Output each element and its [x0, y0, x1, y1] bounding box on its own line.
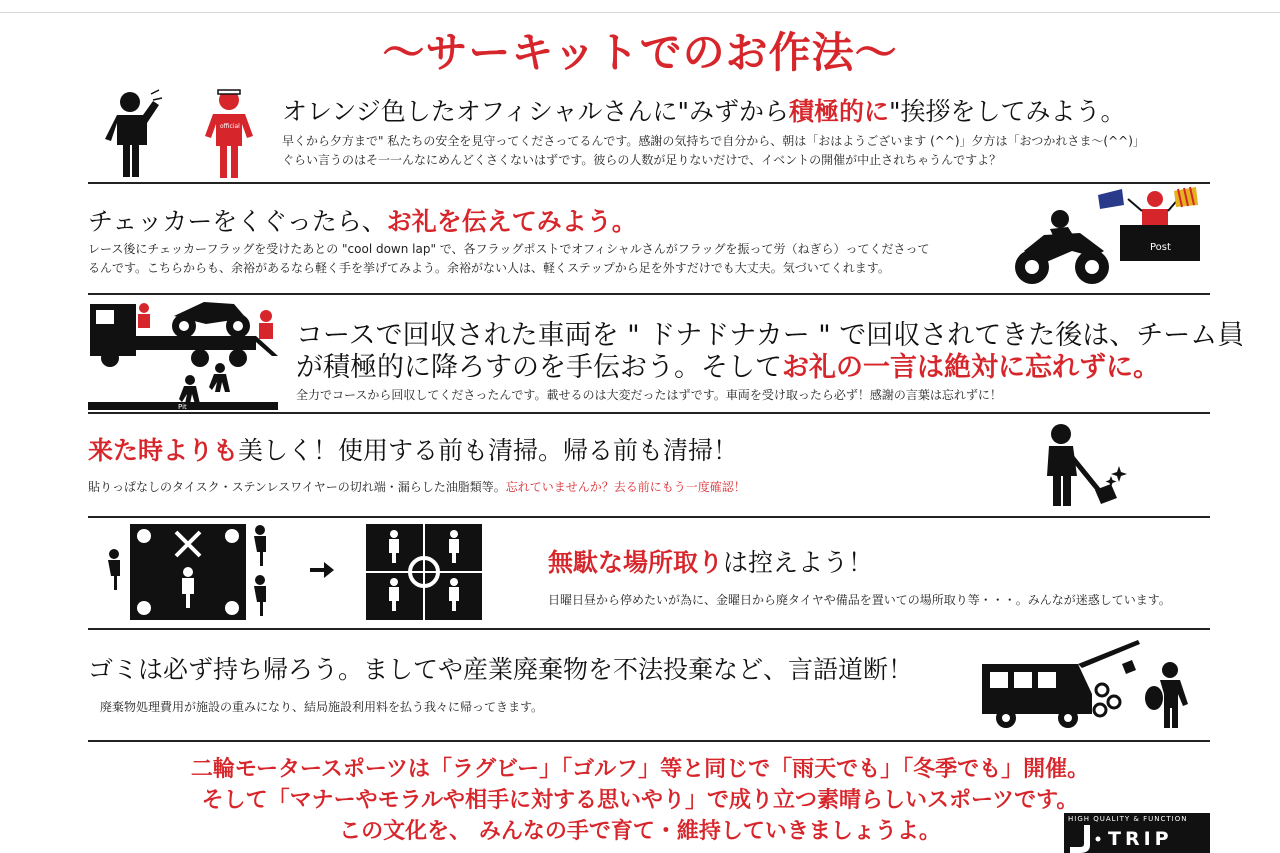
- section-4-body: [88, 478, 746, 495]
- section-1-body-line-1: 早くから夕方まで" 私たちの安全を見守ってくださってるんです。感謝の気持ちで自分から、朝は「おはようございます (^^)」夕方は「おつかれさま〜(^^)」: [282, 134, 1145, 148]
- official-label: official: [220, 123, 240, 130]
- heading-text: は控えよう！: [723, 548, 874, 577]
- sparkle-icon: [1106, 466, 1128, 487]
- blue-flag-icon: [1098, 189, 1124, 209]
- heading-text: チェッカーをくぐったら、: [88, 207, 387, 236]
- page-title: 〜サーキットでのお作法〜: [382, 28, 898, 77]
- section-3-heading-line-2: [296, 345, 1160, 384]
- heading-text: "挨拶をしてみよう。: [889, 97, 1126, 126]
- section-3-body: 全力でコースから回収してくださったんです。載せるのは大変だったはずです。車両を受け取ったら必ず！感謝の言葉は忘れずに！: [296, 388, 1002, 402]
- footer-line-1: 二輪モータースポーツは「ラグビー」「ゴルフ」等と同じで「雨天でも」「冬季でも」開催。: [190, 757, 1090, 782]
- space-hogging-illustration: [100, 520, 500, 624]
- person-with-bag-icon: [1145, 662, 1188, 728]
- motorcycle-rider-icon: [1015, 210, 1109, 284]
- heading-emphasis: 積極的に: [789, 97, 890, 126]
- checker-illustration: [1010, 185, 1210, 293]
- section-1-body-line-2: ぐらい言うのはそ一一んなにめんどくさくないはずです。彼らの人数が足りないだけで、イベントの開催が中止されちゃうんですよ？: [282, 153, 1002, 167]
- section-6-body: 廃棄物処理費用が施設の重みになり、結局施設利用料を払う我々に帰ってきます。: [100, 700, 544, 714]
- section-6-heading: ゴミは必ず持ち帰ろう。ましてや産業廃棄物を不法投棄など、言語道断！: [88, 655, 914, 684]
- illegal-dumping-illustration: [978, 636, 1198, 732]
- official-figure-icon: [205, 90, 253, 178]
- heading-text: が積極的に降ろすのを手伝おう。そして: [296, 352, 782, 383]
- pit-label: Pit: [178, 403, 187, 411]
- divider: [88, 516, 1210, 518]
- bad-parking-area: [130, 524, 246, 620]
- arrow-right-icon: [310, 562, 334, 578]
- heading-emphasis: 来た時よりも: [88, 436, 239, 465]
- heading-emphasis: 無駄な場所取り: [548, 548, 724, 577]
- logo-name: TRIP: [1108, 828, 1173, 850]
- greeting-illustration: [105, 80, 265, 180]
- divider: [88, 740, 1210, 742]
- motorcycle-on-truck-icon: [172, 302, 250, 338]
- post-label: Post: [1150, 242, 1171, 253]
- helmet-icon: [218, 90, 240, 94]
- recovery-truck-illustration: [88, 296, 288, 412]
- footer-line-3: この文化を、 みんなの手で育て・維持していきましょうよ。: [339, 819, 941, 844]
- top-border: [0, 12, 1280, 13]
- section-5-body: 日曜日昼から停めたいが為に、金曜日から廃タイヤや備品を置いての場所取り等・・・。みんなが迷惑しています。: [548, 593, 1171, 607]
- body-text: 貼りっぱなしのタイスク・ステンレスワイヤーの切れ端・漏らした油脂類等。: [88, 480, 506, 494]
- section-3-heading-line-1: コースで回収された車両を " ドナドナカー " で回収されてきた後は、チーム員: [296, 320, 1245, 351]
- divider: [88, 293, 1210, 295]
- logo-tagline: HIGH QUALITY & FUNCTION: [1068, 815, 1188, 823]
- body-emphasis: 忘れていませんか？去る前にもう一度確認！: [505, 480, 746, 494]
- dumped-tires-icon: [1094, 684, 1120, 716]
- brand-logo: [1064, 813, 1210, 853]
- cleaning-person-icon: [1047, 424, 1117, 506]
- section-4-heading: [88, 431, 738, 467]
- section-1-heading: [282, 92, 1126, 128]
- divider: [88, 412, 1210, 414]
- heading-emphasis: お礼を伝えてみよう。: [386, 207, 637, 236]
- good-parking-area: [366, 524, 482, 620]
- heading-text: オレンジ色したオフィシャルさんに"みずから: [282, 97, 790, 126]
- falling-waste-icon: [1122, 660, 1136, 674]
- footer-line-2: そして「マナーやモラルや相手に対する思いやり」で成り立つ素晴らしいスポーツです。: [201, 788, 1079, 813]
- heading-emphasis: お礼の一言は絶対に忘れずに。: [782, 352, 1160, 383]
- heading-text: 美しく！使用する前も清掃。帰る前も清掃！: [238, 436, 739, 465]
- flag-post-icon: [1098, 187, 1200, 261]
- speech-lines-icon: [151, 90, 162, 100]
- cleaning-illustration: [1035, 418, 1135, 510]
- section-5-heading: [548, 543, 873, 579]
- section-2-body-line-2: るんです。こちらからも、余裕があるなら軽く手を挙げてみよう。余裕がない人は、軽くステップから足を外すだけでも大丈夫。気づいてくれます。: [88, 261, 890, 275]
- divider: [88, 182, 1210, 184]
- team-member-icon: [179, 363, 230, 404]
- section-2-body-line-1: レース後にチェッカーフラッグを受けたあとの "cool down lap" で、各フラッグポストでオフィシャルさんがフラッグを振って労（ねぎら）ってくださって: [88, 242, 930, 256]
- section-2-heading: [88, 202, 637, 238]
- van-icon: [982, 640, 1140, 728]
- divider: [88, 628, 1210, 630]
- rider-figure-icon: [105, 92, 159, 177]
- logo-mark-icon: [1070, 825, 1104, 853]
